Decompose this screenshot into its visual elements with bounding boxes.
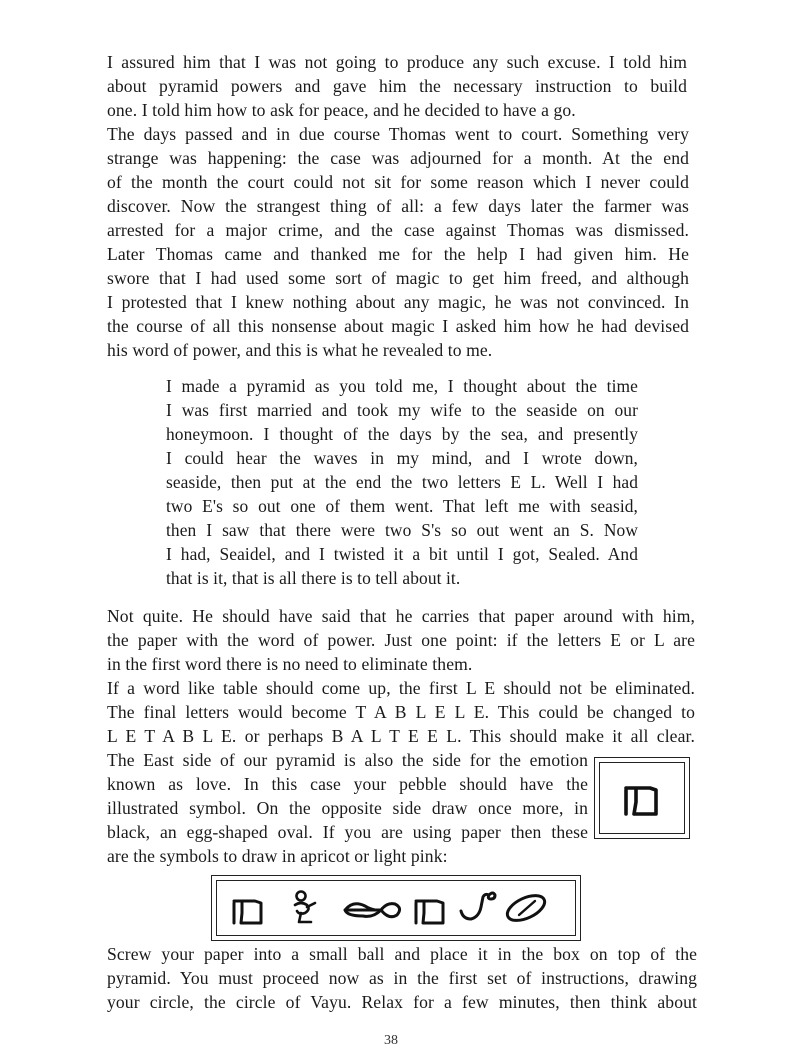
square-glyph-icon	[413, 895, 447, 925]
text-line: pyramid. You must proceed now as in the first set of instructions, drawing	[107, 968, 697, 988]
oval-glyph-icon	[501, 891, 551, 925]
text-line: black, an egg-shaped oval. If you are using paper then these	[107, 822, 588, 842]
square-glyph-icon	[231, 895, 265, 925]
text-line: arrested for a major crime, and the case against Thomas was dismissed.	[107, 220, 689, 240]
text-line: If a word like table should come up, the first L E should not be eliminated.	[107, 678, 695, 698]
text-line: one. I told him how to ask for peace, and he decided to have a go.	[107, 100, 576, 120]
love-symbol-inner-frame	[599, 762, 685, 834]
text-line: are the symbols to draw in apricot or light pink:	[107, 846, 448, 866]
figure-glyph-icon	[289, 889, 321, 927]
quote-line: seaside, then put at the end the two letters E L. Well I had	[166, 472, 638, 492]
text-line: I protested that I knew nothing about any magic, he was not convinced. In	[107, 292, 689, 312]
text-line: swore that I had used some sort of magic to get him freed, and although	[107, 268, 689, 288]
text-line: Later Thomas came and thanked me for the help I had given him. He	[107, 244, 689, 264]
text-line: L E T A B L E. or perhaps B A L T E E L. This should make it all clear.	[107, 726, 695, 746]
text-line: about pyramid powers and gave him the necessary instruction to build	[107, 76, 687, 96]
text-line: illustrated symbol. On the opposite side draw once more, in	[107, 798, 588, 818]
hook-glyph-icon	[457, 889, 497, 925]
text-line: I assured him that I was not going to produce any such excuse. I told him	[107, 52, 687, 72]
quote-line: I made a pyramid as you told me, I thought about the time	[166, 376, 638, 396]
text-line: the course of all this nonsense about magic I asked him how he had devised	[107, 316, 689, 336]
love-glyph-icon	[622, 778, 664, 818]
quote-line: honeymoon. I thought of the days by the sea, and presently	[166, 424, 638, 444]
quote-line: I was first married and took my wife to the seaside on our	[166, 400, 638, 420]
quote-line: I had, Seaidel, and I twisted it a bit until I got, Sealed. And	[166, 544, 638, 564]
text-line: your circle, the circle of Vayu. Relax for a few minutes, then think about	[107, 992, 697, 1012]
text-line: known as love. In this case your pebble should have the	[107, 774, 588, 794]
text-line: discover. Now the strangest thing of all: a few days later the farmer was	[107, 196, 689, 216]
text-line: The East side of our pyramid is also the side for the emotion	[107, 750, 588, 770]
text-line: Not quite. He should have said that he carries that paper around with him,	[107, 606, 695, 626]
text-line: the paper with the word of power. Just one point: if the letters E or L are	[107, 630, 695, 650]
page-number: 38	[384, 1033, 398, 1048]
text-line: The days passed and in due course Thomas went to court. Something very	[107, 124, 689, 144]
symbol-row-inner-frame	[216, 880, 576, 936]
symbol-row-box	[211, 875, 581, 941]
text-line: of the month the court could not sit for some reason which I never could	[107, 172, 689, 192]
text-line: his word of power, and this is what he revealed to me.	[107, 340, 493, 360]
quote-line: two E's so out one of them went. That left me with seasid,	[166, 496, 638, 516]
quote-line: I could hear the waves in my mind, and I wrote down,	[166, 448, 638, 468]
text-line: The final letters would become T A B L E L E. This could be changed to	[107, 702, 695, 722]
quote-line: that is it, that is all there is to tell about it.	[166, 568, 461, 588]
infinity-glyph-icon	[341, 898, 405, 922]
text-line: in the first word there is no need to eliminate them.	[107, 654, 473, 674]
text-line: strange was happening: the case was adjourned for a month. At the end	[107, 148, 689, 168]
text-line: Screw your paper into a small ball and place it in the box on top of the	[107, 944, 697, 964]
quote-line: then I saw that there were two S's so out went an S. Now	[166, 520, 638, 540]
love-symbol-box	[594, 757, 690, 839]
